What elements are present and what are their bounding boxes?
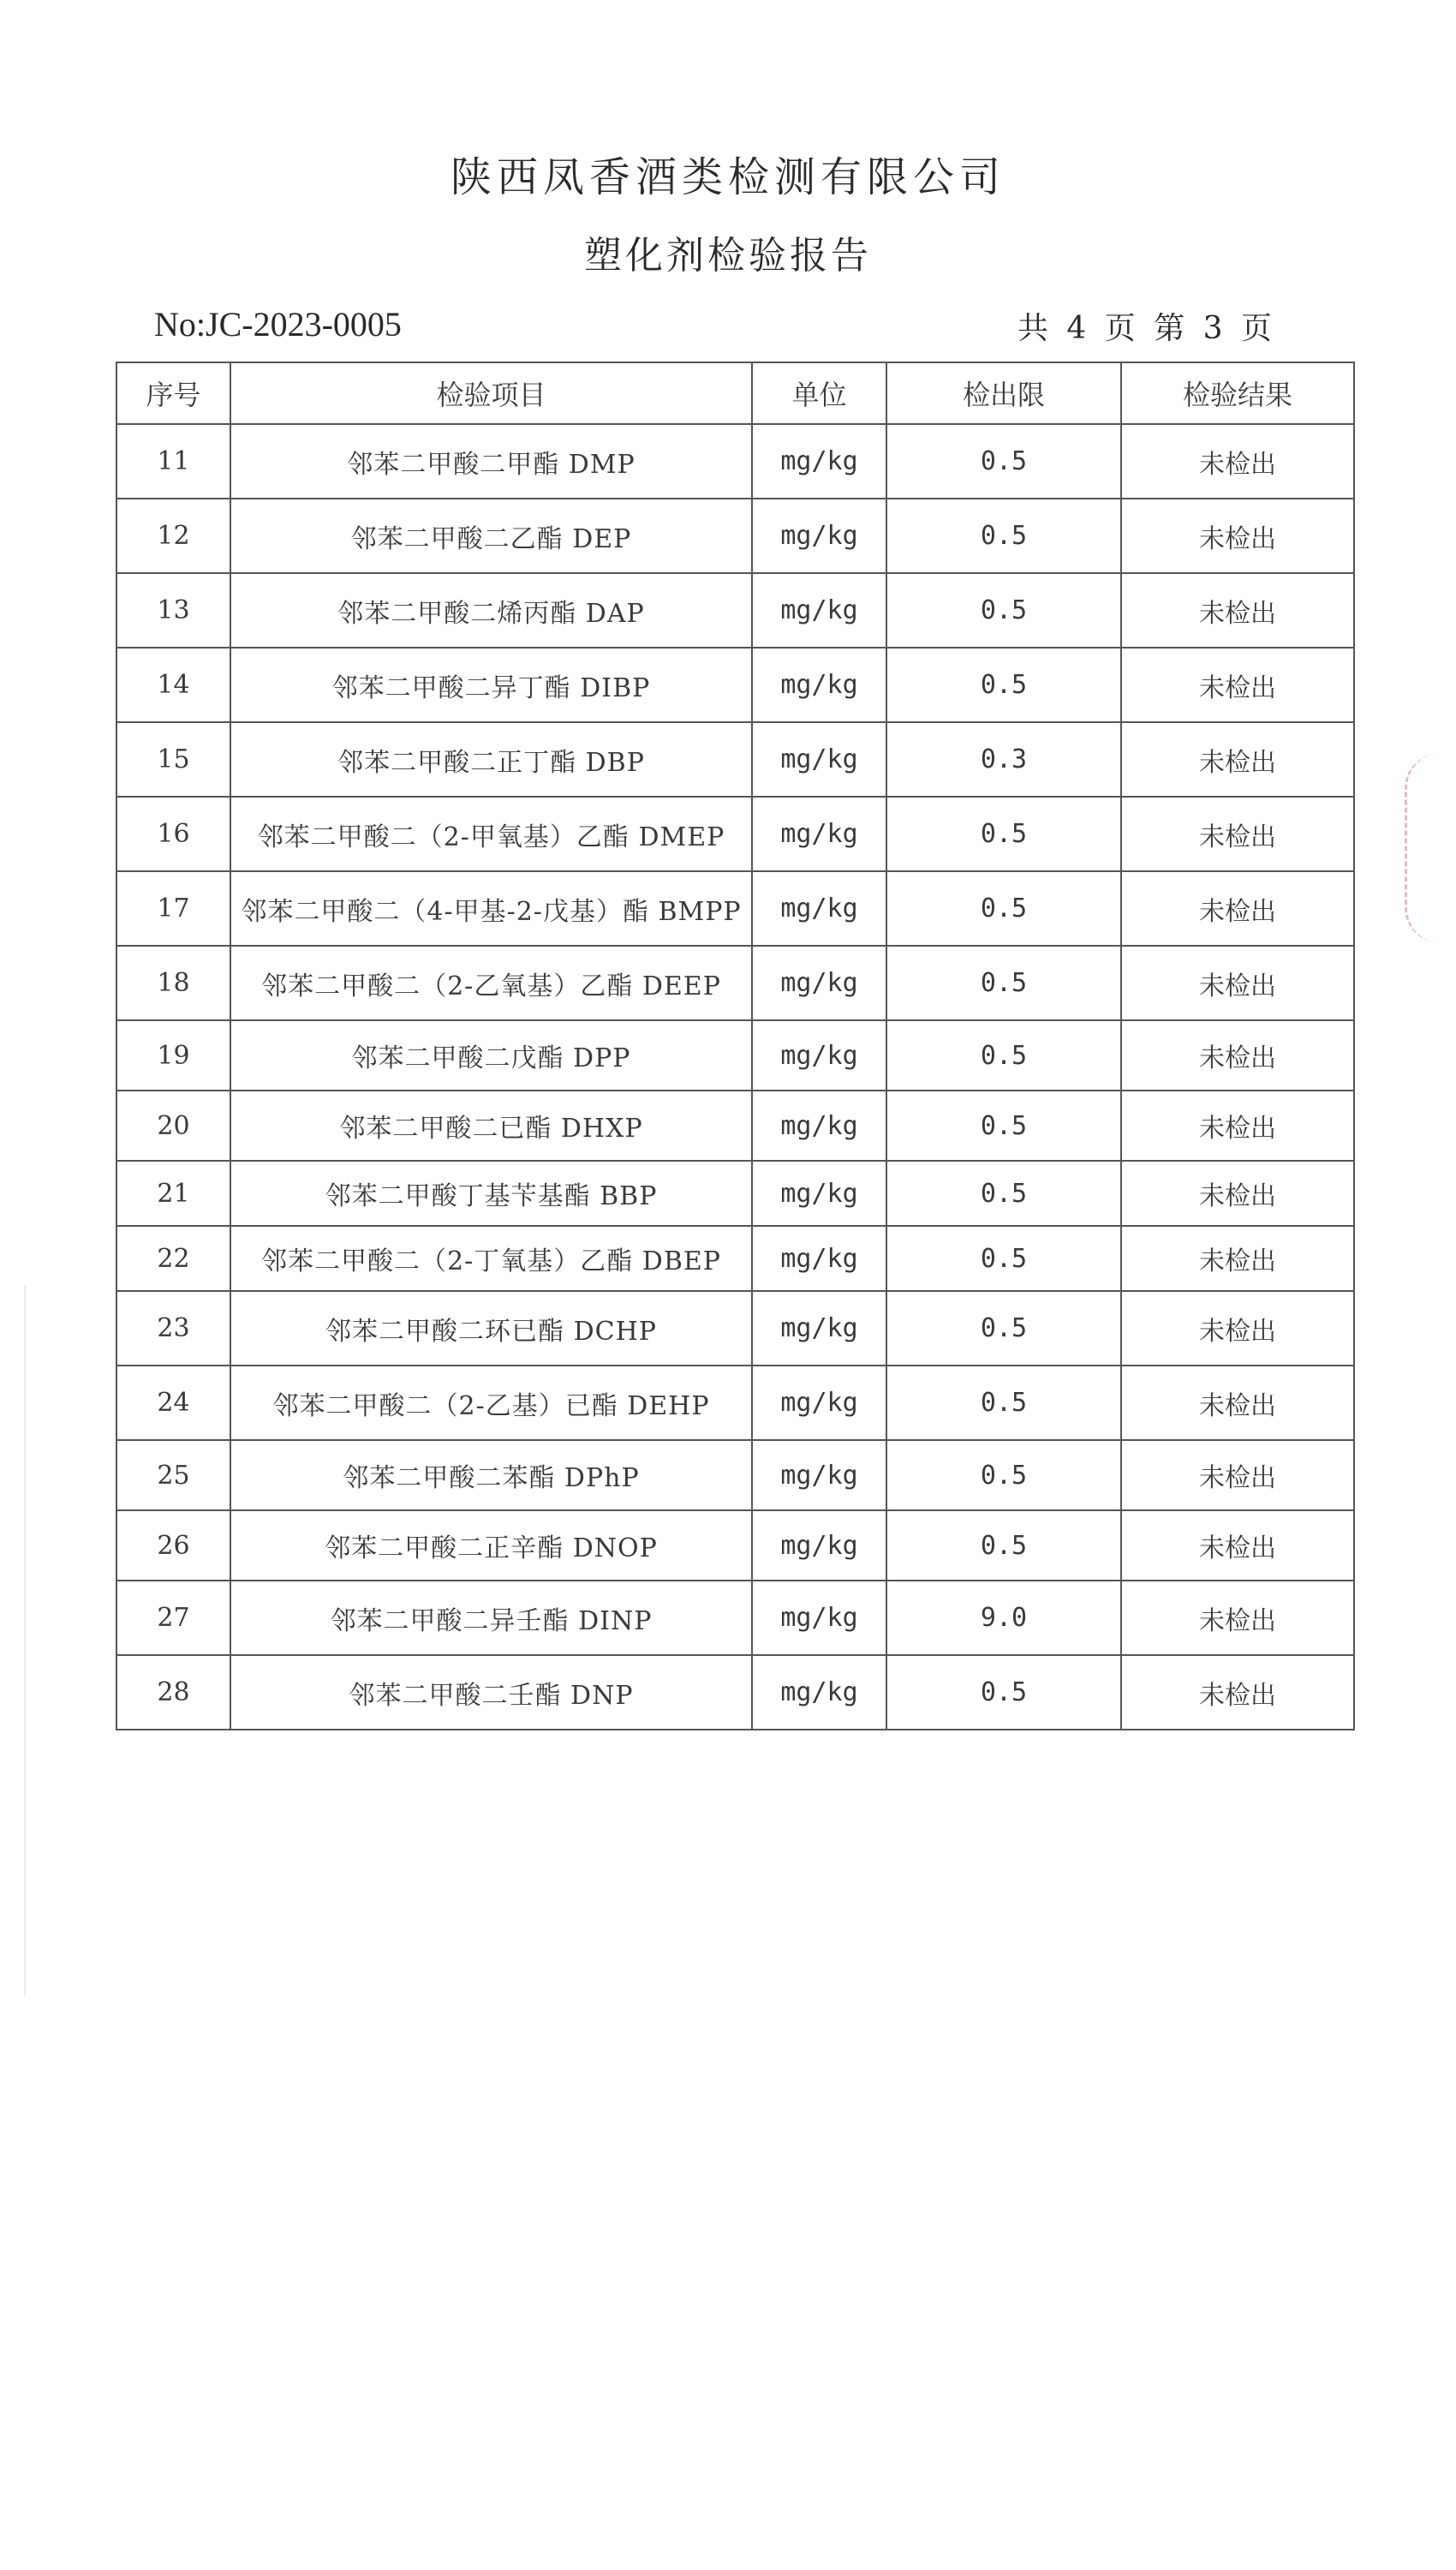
row-result: 未检出: [1121, 1655, 1354, 1730]
table-row: [116, 648, 1354, 722]
row-unit: mg/kg: [752, 797, 886, 871]
row-unit: mg/kg: [752, 1510, 886, 1581]
row-result: 未检出: [1121, 871, 1354, 946]
row-limit: 0.5: [886, 797, 1121, 871]
table-row: [116, 871, 1354, 946]
row-result: 未检出: [1121, 573, 1354, 648]
row-result: 未检出: [1121, 499, 1354, 573]
table-row: [116, 1440, 1354, 1510]
page-indicator: 共 4 页 第 3 页: [1017, 311, 1272, 346]
row-item: 邻苯二甲酸二正辛酯 DNOP: [230, 1510, 752, 1581]
row-no: 11: [116, 424, 230, 499]
row-result: 未检出: [1121, 797, 1354, 871]
row-limit: 0.5: [886, 499, 1121, 573]
row-unit: mg/kg: [752, 1655, 886, 1730]
row-unit: mg/kg: [752, 1581, 886, 1655]
row-limit: 0.5: [886, 1510, 1121, 1581]
row-result: 未检出: [1121, 1091, 1354, 1161]
row-no: 16: [116, 797, 230, 871]
row-item: 邻苯二甲酸二异壬酯 DINP: [230, 1581, 752, 1655]
row-limit: 0.5: [886, 946, 1121, 1020]
seal-stamp-fragment: [1405, 754, 1456, 942]
company-name: 陕西凤香酒类检测有限公司: [450, 153, 1005, 201]
row-item: 邻苯二甲酸二已酯 DHXP: [230, 1091, 752, 1161]
row-unit: mg/kg: [752, 573, 886, 648]
header-unit: 单位: [752, 362, 886, 424]
row-item: 邻苯二甲酸二乙酯 DEP: [230, 499, 752, 573]
row-result: 未检出: [1121, 424, 1354, 499]
row-limit: 0.3: [886, 722, 1121, 797]
row-item: 邻苯二甲酸二苯酯 DPhP: [230, 1440, 752, 1510]
row-unit: mg/kg: [752, 946, 886, 1020]
row-item: 邻苯二甲酸二（2-乙基）已酯 DEHP: [230, 1366, 752, 1440]
row-no: 15: [116, 722, 230, 797]
row-limit: 0.5: [886, 1226, 1121, 1291]
row-no: 13: [116, 573, 230, 648]
row-unit: mg/kg: [752, 722, 886, 797]
row-no: 19: [116, 1020, 230, 1091]
row-no: 14: [116, 648, 230, 722]
table-row: [116, 1366, 1354, 1440]
row-no: 22: [116, 1226, 230, 1291]
row-result: 未检出: [1121, 1020, 1354, 1091]
row-limit: 9.0: [886, 1581, 1121, 1655]
row-result: 未检出: [1121, 946, 1354, 1020]
row-limit: 0.5: [886, 1291, 1121, 1366]
row-item: 邻苯二甲酸二正丁酯 DBP: [230, 722, 752, 797]
header-item: 检验项目: [230, 362, 752, 424]
row-limit: 0.5: [886, 1366, 1121, 1440]
row-unit: mg/kg: [752, 424, 886, 499]
table-row: [116, 946, 1354, 1020]
table-row: [116, 573, 1354, 648]
row-unit: mg/kg: [752, 871, 886, 946]
row-result: 未检出: [1121, 648, 1354, 722]
plasticizer-results-table: [116, 362, 1355, 1730]
row-unit: mg/kg: [752, 1440, 886, 1510]
row-limit: 0.5: [886, 424, 1121, 499]
row-no: 26: [116, 1510, 230, 1581]
row-no: 17: [116, 871, 230, 946]
header-no: 序号: [116, 362, 230, 424]
row-limit: 0.5: [886, 871, 1121, 946]
row-unit: mg/kg: [752, 1020, 886, 1091]
row-result: 未检出: [1121, 1581, 1354, 1655]
row-item: 邻苯二甲酸二异丁酯 DIBP: [230, 648, 752, 722]
row-unit: mg/kg: [752, 1291, 886, 1366]
table-row: [116, 1020, 1354, 1091]
table-row: [116, 722, 1354, 797]
table-row: [116, 499, 1354, 573]
row-no: 18: [116, 946, 230, 1020]
row-result: 未检出: [1121, 1440, 1354, 1510]
row-item: 邻苯二甲酸二戊酯 DPP: [230, 1020, 752, 1091]
row-no: 23: [116, 1291, 230, 1366]
row-unit: mg/kg: [752, 648, 886, 722]
row-result: 未检出: [1121, 1161, 1354, 1226]
row-unit: mg/kg: [752, 1226, 886, 1291]
row-item: 邻苯二甲酸二（4-甲基-2-戊基）酯 BMPP: [230, 871, 752, 946]
row-item: 邻苯二甲酸二甲酯 DMP: [230, 424, 752, 499]
report-title: 塑化剂检验报告: [584, 234, 872, 278]
table-row: [116, 797, 1354, 871]
table-row: [116, 1226, 1354, 1291]
row-limit: 0.5: [886, 1440, 1121, 1510]
table-row: [116, 424, 1354, 499]
table-row: [116, 1581, 1354, 1655]
row-limit: 0.5: [886, 1161, 1121, 1226]
row-no: 12: [116, 499, 230, 573]
row-no: 28: [116, 1655, 230, 1730]
row-item: 邻苯二甲酸丁基苄基酯 BBP: [230, 1161, 752, 1226]
scan-margin-line: [24, 1285, 26, 1996]
document-number: No:JC-2023-0005: [154, 305, 402, 344]
row-item: 邻苯二甲酸二（2-丁氧基）乙酯 DBEP: [230, 1226, 752, 1291]
row-unit: mg/kg: [752, 1161, 886, 1226]
row-limit: 0.5: [886, 1091, 1121, 1161]
row-item: 邻苯二甲酸二烯丙酯 DAP: [230, 573, 752, 648]
table-row: [116, 1291, 1354, 1366]
row-result: 未检出: [1121, 722, 1354, 797]
row-limit: 0.5: [886, 1020, 1121, 1091]
header-limit: 检出限: [886, 362, 1121, 424]
row-no: 21: [116, 1161, 230, 1226]
row-limit: 0.5: [886, 573, 1121, 648]
table-header-row: [116, 362, 1354, 424]
table-row: [116, 1161, 1354, 1226]
row-no: 20: [116, 1091, 230, 1161]
row-limit: 0.5: [886, 1655, 1121, 1730]
row-unit: mg/kg: [752, 1091, 886, 1161]
table-row: [116, 1091, 1354, 1161]
row-result: 未检出: [1121, 1291, 1354, 1366]
row-result: 未检出: [1121, 1226, 1354, 1291]
row-no: 25: [116, 1440, 230, 1510]
row-item: 邻苯二甲酸二环已酯 DCHP: [230, 1291, 752, 1366]
row-item: 邻苯二甲酸二（2-甲氧基）乙酯 DMEP: [230, 797, 752, 871]
row-no: 27: [116, 1581, 230, 1655]
header-result: 检验结果: [1121, 362, 1354, 424]
row-no: 24: [116, 1366, 230, 1440]
row-unit: mg/kg: [752, 1366, 886, 1440]
table-row: [116, 1510, 1354, 1581]
row-limit: 0.5: [886, 648, 1121, 722]
row-item: 邻苯二甲酸二（2-乙氧基）乙酯 DEEP: [230, 946, 752, 1020]
row-result: 未检出: [1121, 1510, 1354, 1581]
row-unit: mg/kg: [752, 499, 886, 573]
table-row: [116, 1655, 1354, 1730]
row-item: 邻苯二甲酸二壬酯 DNP: [230, 1655, 752, 1730]
row-result: 未检出: [1121, 1366, 1354, 1440]
